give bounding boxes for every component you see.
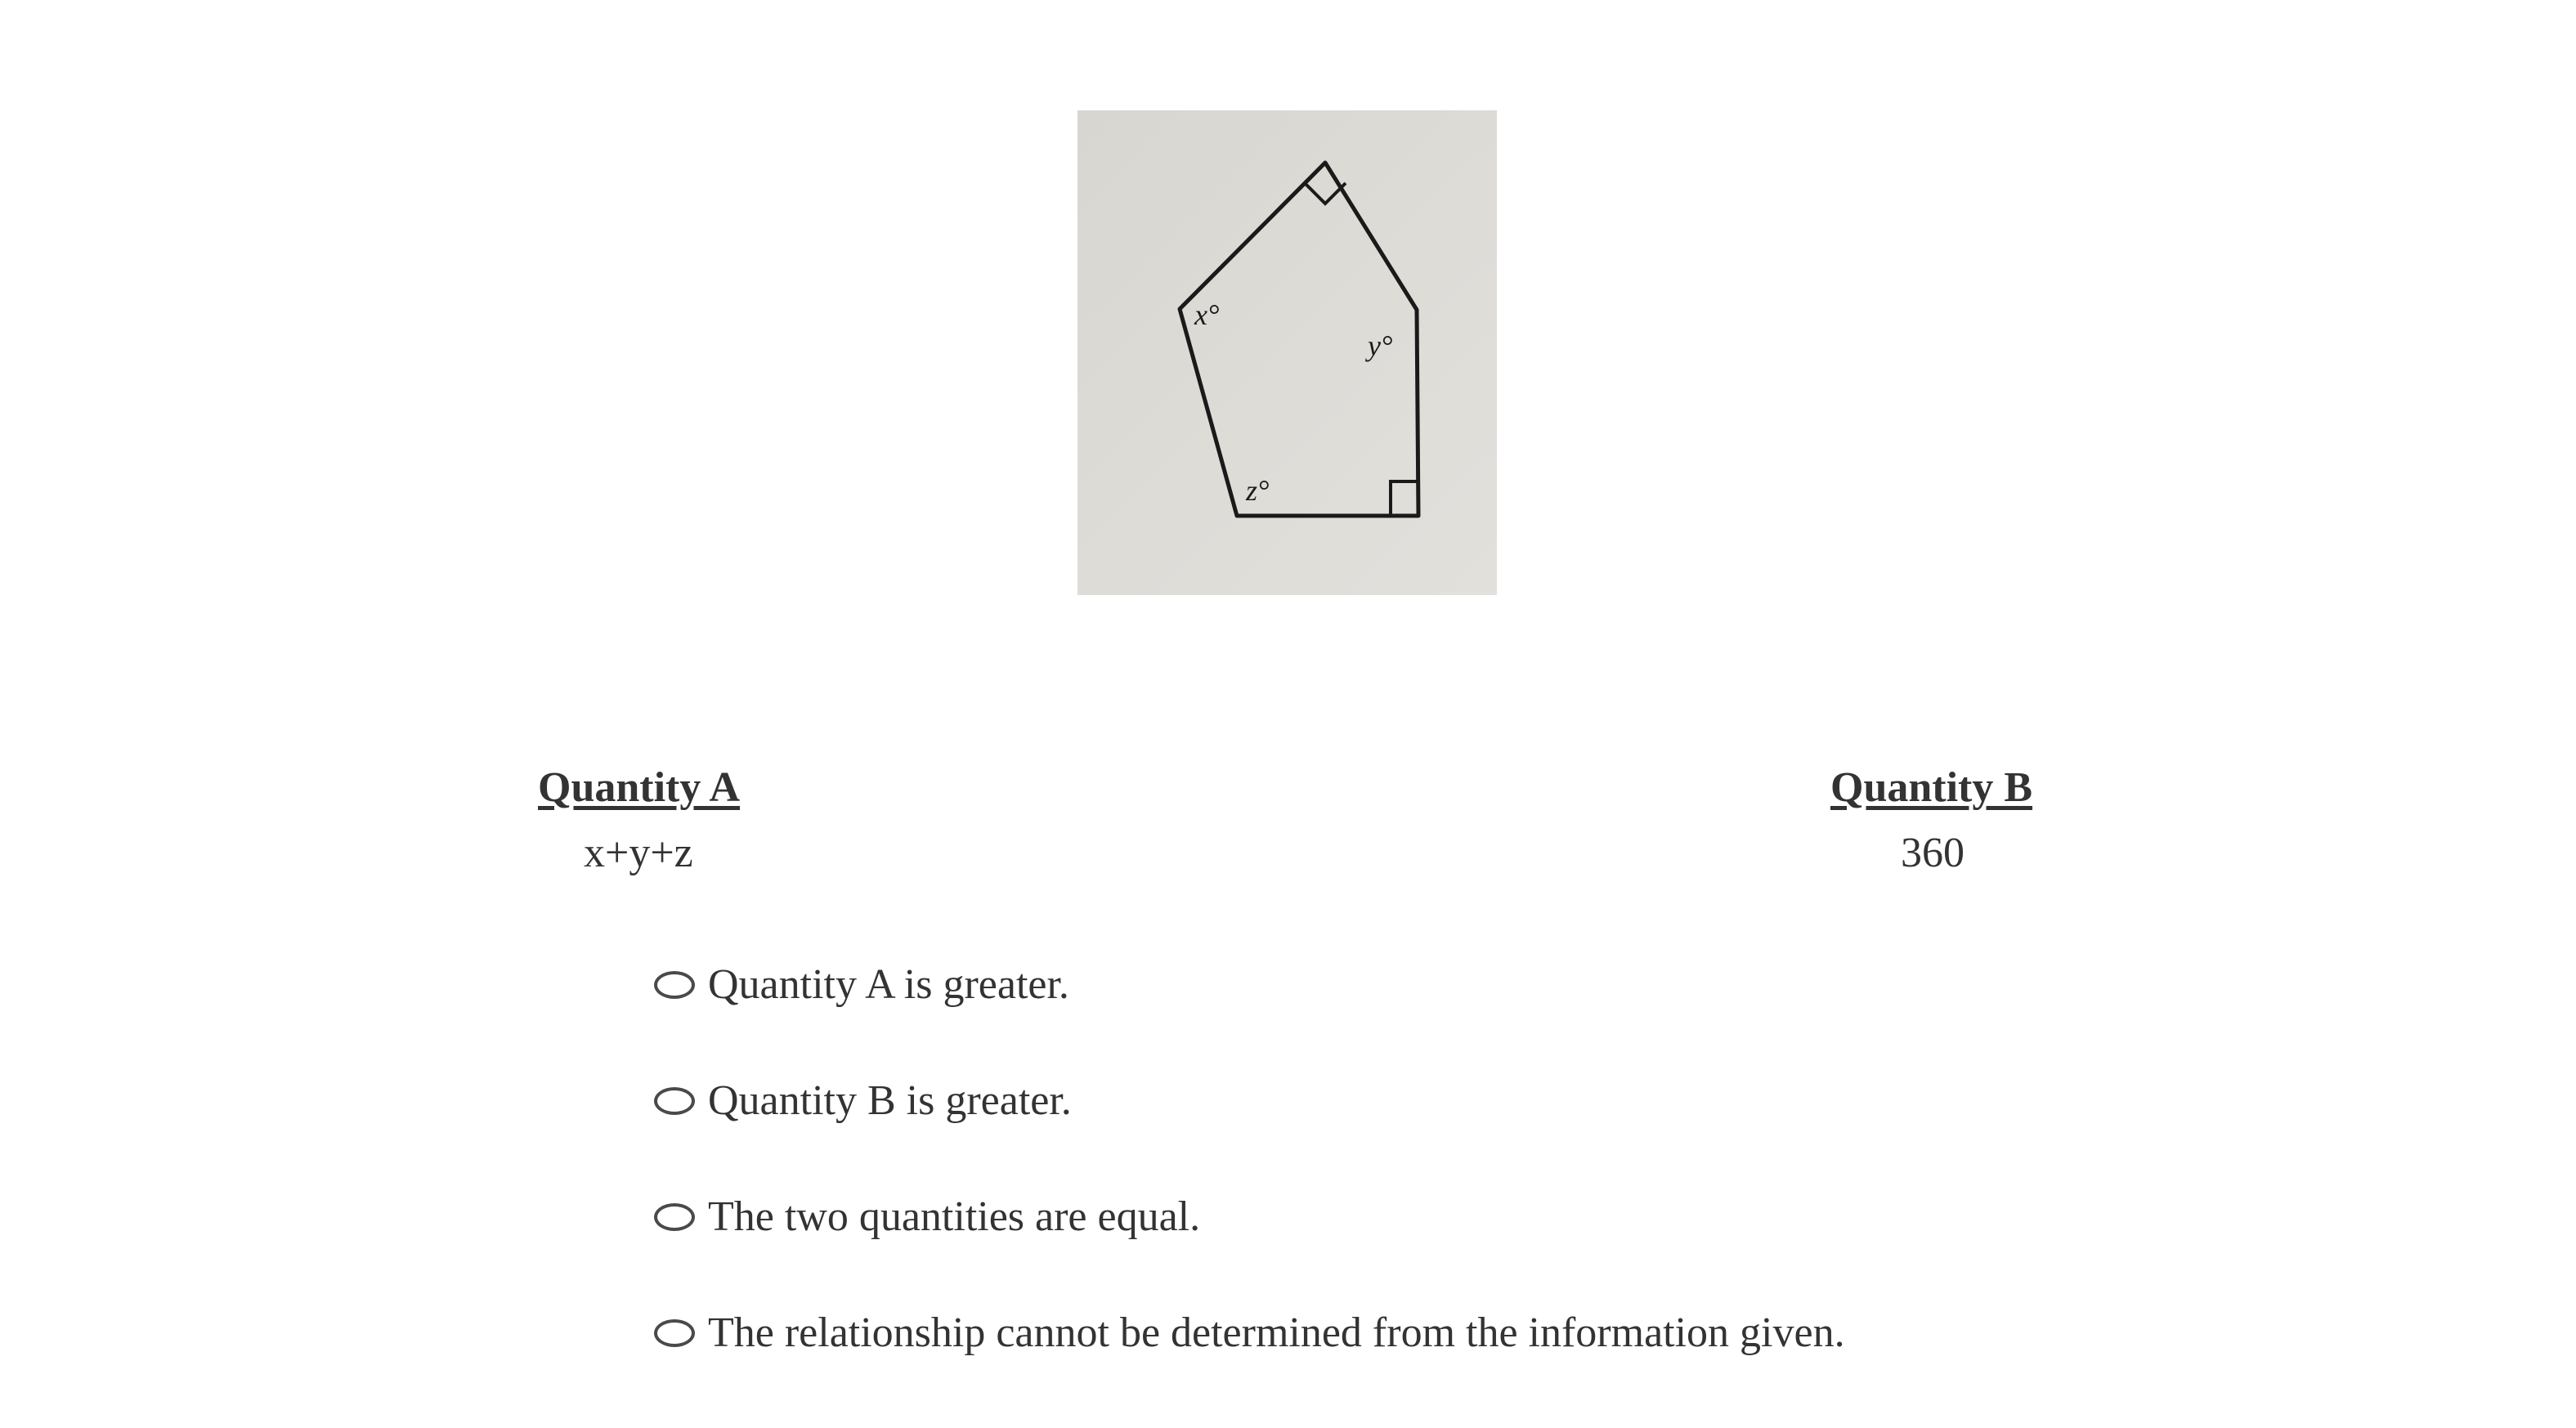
angle-label-z: z°: [1246, 474, 1270, 507]
pentagon-diagram: [1077, 110, 1497, 595]
answer-option-cannot-determine[interactable]: [654, 1305, 2289, 1362]
radio-button[interactable]: [654, 971, 695, 999]
answer-option-a-greater[interactable]: [654, 956, 2289, 1014]
radio-button[interactable]: [654, 1203, 695, 1231]
option-label: Quantity A is greater.: [708, 961, 1069, 1008]
answer-option-equal[interactable]: [654, 1189, 2289, 1246]
angle-label-x: x°: [1194, 298, 1220, 331]
right-angle-marker-bottom: [1391, 481, 1418, 516]
option-label: Quantity B is greater.: [708, 1077, 1072, 1124]
quantity-b-header: Quantity B: [1830, 764, 2033, 811]
answer-option-b-greater[interactable]: [654, 1072, 2289, 1130]
radio-button[interactable]: [654, 1319, 695, 1347]
answer-options: [654, 956, 2289, 1421]
angle-label-y: y°: [1368, 329, 1393, 362]
option-label: The two quantities are equal.: [708, 1193, 1201, 1240]
pentagon-figure: [1077, 110, 1497, 595]
option-label: The relationship cannot be determined from the information given.: [708, 1309, 1845, 1356]
quantity-a-header: Quantity A: [538, 764, 741, 811]
quantity-a-value: x+y+z: [584, 830, 693, 876]
quantity-b-value: 360: [1901, 830, 1964, 876]
radio-button[interactable]: [654, 1087, 695, 1115]
